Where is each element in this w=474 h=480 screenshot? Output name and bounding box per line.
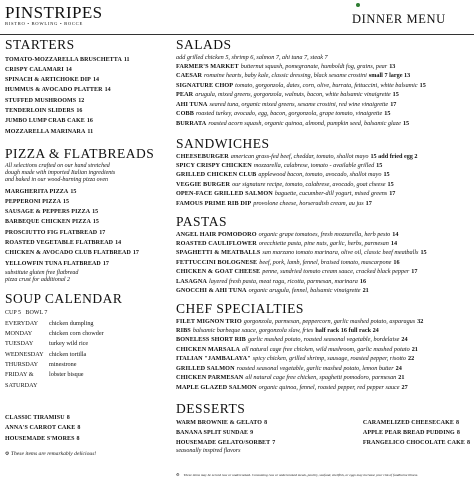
menu-item [5,423,165,433]
text-line: substitute gluten free flatbread [5,269,79,276]
menu-item [176,71,470,80]
item-price: 11 [123,56,130,63]
dessert-col-2 [363,418,470,455]
item-name: GRILLED CHICKEN CLUB [176,171,257,179]
item-description: seasonally inspired flavors [176,448,241,455]
menu-item [176,189,470,198]
soup-row [5,319,165,329]
soup-name: minestrone [49,360,77,368]
text-line: pizza crust for additional 2 [5,276,71,283]
cup-price: CUP 5 [5,309,21,316]
item-name: YELLOWFIN TUNA FLATBREAD [5,260,101,267]
item-description: baguette, cucumber-dill yogurt, mixed greens [274,190,388,198]
item-description: seared tuna, organic mixed greens, sesame crostini, red wine vinaigrette [209,100,389,108]
sandwiches-section [176,137,470,208]
dessert-item [176,428,275,438]
menu-item [176,335,470,344]
item-name: FRANGELICO CHOCOLATE CAKE [362,440,465,447]
item-name: SIGNATURE CHOP [176,81,234,89]
item-price: 22 [407,355,415,363]
menu-item [176,286,470,295]
item-name: PEPPERONI PIZZA [5,198,62,205]
item-price: 13 [389,62,396,70]
soup-name: chicken corn chowder [49,330,104,338]
item-description: spicy chicken, grilled shrimp, sausage, roasted pepper, risotto [252,355,406,363]
text-line: and baked in our wood-burning pizza oven [5,176,108,183]
dessert-item [363,428,470,438]
soup-row [5,350,165,360]
item-name: PROSCIUTTO FIG FLATBREAD [5,229,98,236]
bowl-price: BOWL 7 [25,309,48,316]
soup-day: THURSDAY [5,360,39,368]
item-description: gorgonzola, parmesan, peppercorn, garlic mashed potato, asparagus [243,317,416,325]
disclaimer-text: These items may be served raw or undercooked. Consuming raw or undercooked meats, poultry, seafood, shellfish, or eggs may increase your risk of foodborne illness. [183,473,419,477]
desserts-title: DESSERTS [176,401,246,416]
left-dessert-list [5,413,165,444]
item-name: CAESAR [176,72,203,80]
left-footnote [5,452,96,458]
menu-item [176,81,470,90]
item-description: beef, pork, lamb, fennel, braised tomato, mascarpone [259,258,392,266]
item-name: FAMOUS PRIME RIB DIP [176,199,252,207]
footnote-text: These items are remarkably delicious! [10,451,97,457]
soup-row [5,370,165,380]
item-name: MOZZARELLA MARINARA [5,128,86,135]
menu-item [176,199,470,208]
menu-item [5,248,173,258]
dessert-item [176,418,275,428]
item-price: 24 [401,336,408,344]
soup-name: chicken dumpling [49,319,94,327]
pizza-section [5,147,173,284]
item-description: tomato, gorgonzola, dates, corn, olive, burrata, fettuccini, white balsamic [235,81,418,89]
item-price: 15 [376,161,383,169]
menu-item [5,197,173,207]
item-price: 15 [70,188,77,195]
menu-item [5,259,173,269]
item-name: TENDERLOIN SLIDERS [5,107,75,114]
text-line: dough made with imported Italian ingredients [5,169,116,176]
item-description: all natural cage free chicken, spaghetti pomodoro, parmesan [245,374,397,382]
item-name: ROASTED VEGETABLE FLATBREAD [5,239,114,246]
item-name: BARBEQUE CHICKEN PIZZA [5,219,91,226]
menu-item [176,230,470,239]
item-price: 8 [66,415,70,421]
item-price: 8 [76,435,80,442]
item-price: 15 [420,249,427,257]
item-name: PEAR [176,91,194,99]
menu-item [176,90,470,99]
item-name: FARMER'S MARKET [176,62,239,70]
item-price: 8 [77,425,81,432]
item-price: 27 [401,383,408,391]
item-name: RIBS [176,326,191,334]
salads-title: SALADS [176,37,232,52]
item-name: ITALIAN "JAMBALAYA" [176,355,251,363]
item-price: 15 add fried egg 2 [370,152,418,160]
menu-item [176,152,470,161]
item-description: romaine hearts, baby kale, classic dressing, black sesame crostini [204,72,367,80]
dessert-item [176,448,275,454]
menu-item [176,267,470,276]
item-description: add grilled chicken 5, shrimp 6, salmon 7, ahi tuna 7, steak 7 [176,53,328,61]
item-price: 14 [104,87,111,94]
chef-section [176,302,470,392]
item-description: american grass-fed beef, cheddar, tomato, shallot mayo [230,152,369,160]
soup-row [5,339,165,349]
item-price: 9 [250,429,254,436]
menu-item [5,413,165,423]
item-name: SPICY CRISPY CHICKEN [176,161,252,169]
item-price: 8 [455,419,459,426]
item-name: SPINACH & ARTICHOKE DIP [5,77,91,84]
item-price: 15 [384,110,391,118]
item-name: STUFFED MUSHROOMS [5,97,77,104]
menu-item [176,277,470,286]
item-price: 15 [383,171,390,179]
item-price: small 7 large 13 [368,72,411,80]
item-description: layered fresh pasta, meat ragu, ricotta, parmesan, marinara [208,277,358,285]
menu-item [5,96,170,106]
item-price: 16 [86,118,93,125]
item-description: balsamic barbeque sauce, gorgonzola slaw, fries [192,326,314,334]
desserts-section [176,402,470,454]
menu-item [5,55,170,65]
item-description: roasted turkey, avocado, egg, bacon, gorgonzola, grape tomato, vinaigrette [195,110,383,118]
menu-item [5,85,170,95]
item-description: garlic mashed potato, roasted seasonal vegetable, bordelaise [247,336,400,344]
item-price: 15 [402,119,410,127]
sandwiches-title: SANDWICHES [176,136,270,151]
item-name: SAUSAGE & PEPPERS PIZZA [5,209,91,216]
soup-prices [5,308,165,318]
item-name: BANANA SPLIT SUNDAE [176,429,249,436]
starters-list [5,55,170,137]
item-name: HOUSEMADE S'MORES [5,435,75,442]
item-name: TOMATO-MOZZARELLA BRUSCHETTA [5,56,122,63]
item-name: MARGHERITA PIZZA [5,188,69,195]
menu-item [176,180,470,189]
item-price: 15 [392,91,399,99]
item-name: CHICKEN & GOAT CHEESE [176,268,261,276]
menu-item [176,364,470,373]
soup-row [5,381,165,391]
item-price: 14 [65,66,72,73]
item-name: MAPLE GLAZED SALMON [176,383,257,391]
menu-item [5,75,170,85]
pizza-list [5,187,173,269]
item-name: COBB [176,110,194,118]
item-description: penne, sundried tomato cream sauce, cracked black pepper [262,268,410,276]
item-description: mozzarella, calabrese, tomato - available grilled [253,161,375,169]
header-rule [0,34,474,35]
item-name: APPLE PEAR BREAD PUDDING [362,429,455,436]
pastas-list [176,230,470,296]
item-price: 21 [362,287,369,295]
item-price: 15 [63,198,70,205]
menu-item [176,326,470,335]
pastas-title: PASTAS [176,214,227,229]
item-price: 24 [395,364,402,372]
item-price: 15 [92,219,99,226]
menu-item [5,127,170,137]
menu-item [176,170,470,179]
menu-item [176,62,470,71]
dessert-item [363,418,470,428]
item-name: CHICKEN & AVOCADO CLUB FLATBREAD [5,250,131,257]
pizza-title: PIZZA & FLATBREADS [5,146,155,161]
item-name: CHEESEBURGER [176,152,229,160]
disclaimer [176,464,470,480]
item-price: 15 [92,209,99,216]
item-name: CLASSIC TIRAMISU [5,415,65,421]
item-name: FILET MIGNON TRIO [176,317,242,325]
menu-title: DINNER MENU [352,12,446,26]
item-price: 15 [387,180,394,188]
soup-row [5,329,165,339]
left-desserts [5,413,165,444]
item-name: CHICKEN PARMESAN [176,374,244,382]
item-price: 17 [389,190,396,198]
menu-item [5,106,170,116]
item-price: 16 [359,277,367,285]
item-name: FETTUCCINI BOLOGNESE [176,258,258,266]
item-price: 15 [419,81,426,89]
brand-name: PINSTRIPES [5,3,103,22]
item-price: 17 [411,268,418,276]
starters-section [5,38,170,137]
item-price: 17 [102,260,109,267]
sandwiches-list [176,152,470,209]
menu-item [176,119,470,128]
item-price: 17 [390,100,397,108]
item-name: GRILLED SALMON [176,364,235,372]
dessert-col-1 [176,418,275,455]
salads-section [176,38,470,128]
item-name: JUMBO LUMP CRAB CAKE [5,118,85,125]
brand-tagline: BISTRO • BOWLING • BOCCE [5,21,83,26]
menu-item [5,116,170,126]
brand-logo [5,4,117,32]
menu-item [5,238,173,248]
soup-title: SOUP CALENDAR [5,291,123,306]
item-price: 7 [272,440,276,447]
soup-section [5,292,165,391]
item-name: GNOCCHI & AHI TUNA [176,287,247,295]
soup-day: EVERYDAY [5,319,39,327]
item-description: roasted acorn squash, organic quinoa, almond, pumpkin seed, balsamic glaze [208,119,401,127]
item-description: applewood bacon, tomato, avocado, shallot mayo [258,171,382,179]
item-name: ANGEL HAIR POMODORO [176,230,257,238]
menu-item [176,109,470,118]
item-description: organic quinoa, fennel, roasted pepper, red pepper sauce [258,383,400,391]
dessert-item [176,438,275,448]
menu-item [5,217,173,227]
menu-item [176,53,470,62]
salads-list [176,53,470,129]
menu-item [5,228,173,238]
item-price: 21 [411,345,418,353]
pizza-note [5,270,173,284]
item-name: VEGGIE BURGER [176,180,231,188]
chef-title: CHEF SPECIALTIES [176,301,304,316]
item-name: HUMMUS & AVOCADO PLATTER [5,87,103,94]
item-description: arugula, mixed greens, gorgonzola, walnuts, bacon, white balsamic vinaigrette [195,91,391,99]
item-price: 8 [467,440,470,447]
soup-day: FRIDAY & [5,371,34,379]
soup-day: MONDAY [5,330,33,338]
item-name: ROASTED CAULIFLOWER [176,239,257,247]
menu-item [5,207,173,217]
soup-day: WEDNESDAY [5,350,44,358]
soup-list [5,319,165,391]
item-description: provolone cheese, horseradish cream, au jus [253,199,364,207]
item-price: half rack 16 full rack 24 [315,326,379,334]
item-price: 8 [456,429,460,436]
accent-dot [356,3,360,7]
item-price: 17 [132,250,139,257]
menu-item [5,434,165,444]
menu-item [176,100,470,109]
legend-marker-2: ⚙ [176,472,180,477]
item-price: 16 [393,258,400,266]
item-name: BURRATA [176,119,207,127]
menu-item [176,354,470,363]
text-line: All selections crafted on our hand stretched [5,162,110,169]
item-price: 17 [365,199,372,207]
item-price: 17 [99,229,106,236]
menu-item [176,383,470,392]
pastas-section [176,215,470,296]
soup-name: chicken tortilla [49,350,87,358]
item-description: orecchiette pasta, pine nuts, garlic, herbs, parmesan [258,239,389,247]
soup-name: lobster bisque [49,371,84,379]
item-price: 14 [392,230,399,238]
soup-day: SATURDAY [5,381,38,389]
item-price: 14 [390,239,398,247]
pizza-description [5,163,173,184]
menu-item [5,65,170,75]
item-name: AHI TUNA [176,100,208,108]
legend-marker: ⚙ [5,451,10,457]
item-price: 14 [115,239,122,246]
item-price: 14 [92,77,99,84]
item-price: 8 [264,419,268,426]
item-description: organic arugula, fennel, balsamic vinaigrette [248,287,361,295]
item-name: WARM BROWNIE & GELATO [176,419,263,426]
item-description: butternut squash, pomegranate, humboldt fog, grains, pear [240,62,388,70]
menu-item [176,248,470,257]
item-price: 16 [76,107,83,114]
soup-day: TUESDAY [5,340,34,348]
soup-name: turkey wild rice [49,340,89,348]
desserts-columns [176,418,470,455]
item-name: HOUSEMADE GELATO/SORBET [176,440,271,447]
item-name: CRISPY CALAMARI [5,66,64,73]
item-description: san marzano tomato marinara, olive oil, classic beef meatballs [262,249,419,257]
item-description: all natural cage free chicken, wild mushroom, garlic mashed potato [241,345,410,353]
chef-list [176,317,470,393]
item-name: CHICKEN MARSALA [176,345,240,353]
item-name: CARAMELIZED CHEESECAKE [362,419,454,426]
menu-item [176,317,470,326]
menu-item [176,373,470,382]
menu-item [176,161,470,170]
item-price: 11 [87,128,94,135]
soup-row [5,360,165,370]
item-price: 21 [398,374,405,382]
starters-title: STARTERS [5,37,75,52]
item-description: roasted seasonal vegetable, garlic mashed potato, lemon butter [236,364,394,372]
item-price: 12 [78,97,85,104]
item-price: 32 [417,317,424,325]
dessert-item [363,438,470,448]
menu-item [176,345,470,354]
item-name: OPEN-FACE GRILLED SALMON [176,190,273,198]
item-name: LASAGNA [176,277,207,285]
menu-item [176,239,470,248]
menu-item [176,258,470,267]
item-name: SPAGHETTI & MEATBALLS [176,249,261,257]
item-description: organic grape tomatoes, fresh mozzarella, herb pesto [258,230,391,238]
item-name: ANNA'S CARROT CAKE [5,425,76,432]
item-name: BONELESS SHORT RIB [176,336,246,344]
menu-item [5,187,173,197]
item-description: our signature recipe, tomato, calabrese, avocado, goat cheese [232,180,386,188]
